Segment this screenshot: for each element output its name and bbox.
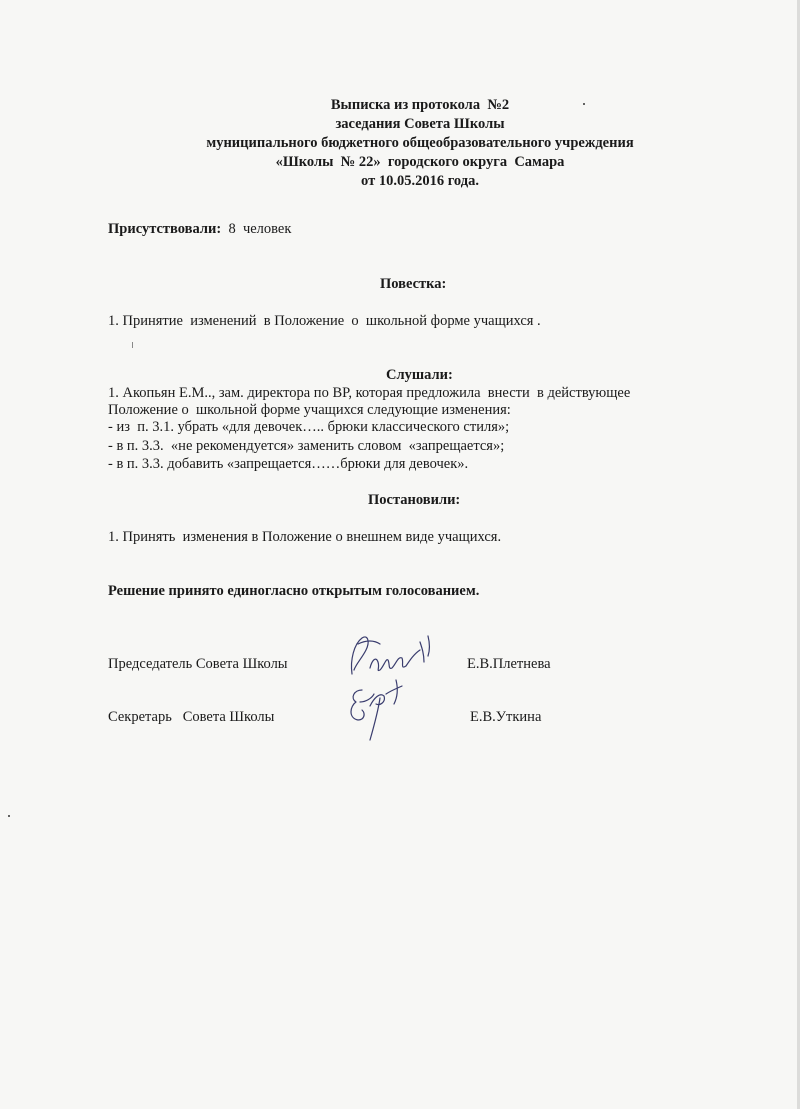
header-title: Выписка из протокола №2 (330, 97, 510, 113)
speck (132, 342, 133, 348)
resolved-item-1: 1. Принять изменения в Положение о внешнем виде учащихся. (108, 529, 502, 545)
header-meeting: заседания Совета Школы (335, 116, 505, 132)
heard-line-3: - из п. 3.1. убрать «для девочек….. брюки классического стиля»; (108, 419, 510, 435)
secretary-signature (340, 676, 420, 746)
header-date: от 10.05.2016 года. (361, 173, 479, 189)
attendance-line (108, 221, 291, 238)
speck (8, 815, 10, 817)
chair-title: Председатель Совета Школы (108, 656, 288, 672)
agenda-heading: Повестка: (380, 276, 447, 292)
chair-signature (340, 630, 440, 682)
chair-name: Е.В.Плетнева (467, 656, 551, 672)
agenda-item-1: 1. Принятие изменений в Положение о школьной форме учащихся . (108, 313, 541, 329)
heard-line-5: - в п. 3.3. добавить «запрещается……брюки для девочек». (108, 456, 469, 472)
document-header (120, 96, 720, 191)
decision-text: Решение принято единогласно открытым голосованием. (108, 583, 480, 599)
attendance-label: Присутствовали: (108, 221, 222, 237)
heard-line-1: 1. Акопьян Е.М.., зам. директора по ВР, которая предложила внести в действующее (108, 385, 631, 401)
secretary-name: Е.В.Уткина (470, 709, 542, 725)
heard-line-4: - в п. 3.3. «не рекомендуется» заменить словом «запрещается»; (108, 438, 505, 454)
heard-heading: Слушали: (386, 367, 453, 383)
speck (583, 103, 585, 105)
heard-line-2: Положение о школьной форме учащихся следующие изменения: (108, 402, 511, 418)
attendance-value: 8 человек (228, 221, 292, 237)
resolved-heading: Постановили: (368, 492, 461, 508)
secretary-title: Секретарь Совета Школы (108, 709, 275, 725)
header-institution: муниципального бюджетного общеобразовательного учреждения (206, 135, 634, 151)
header-school: «Школы № 22» городского округа Самара (275, 154, 565, 170)
